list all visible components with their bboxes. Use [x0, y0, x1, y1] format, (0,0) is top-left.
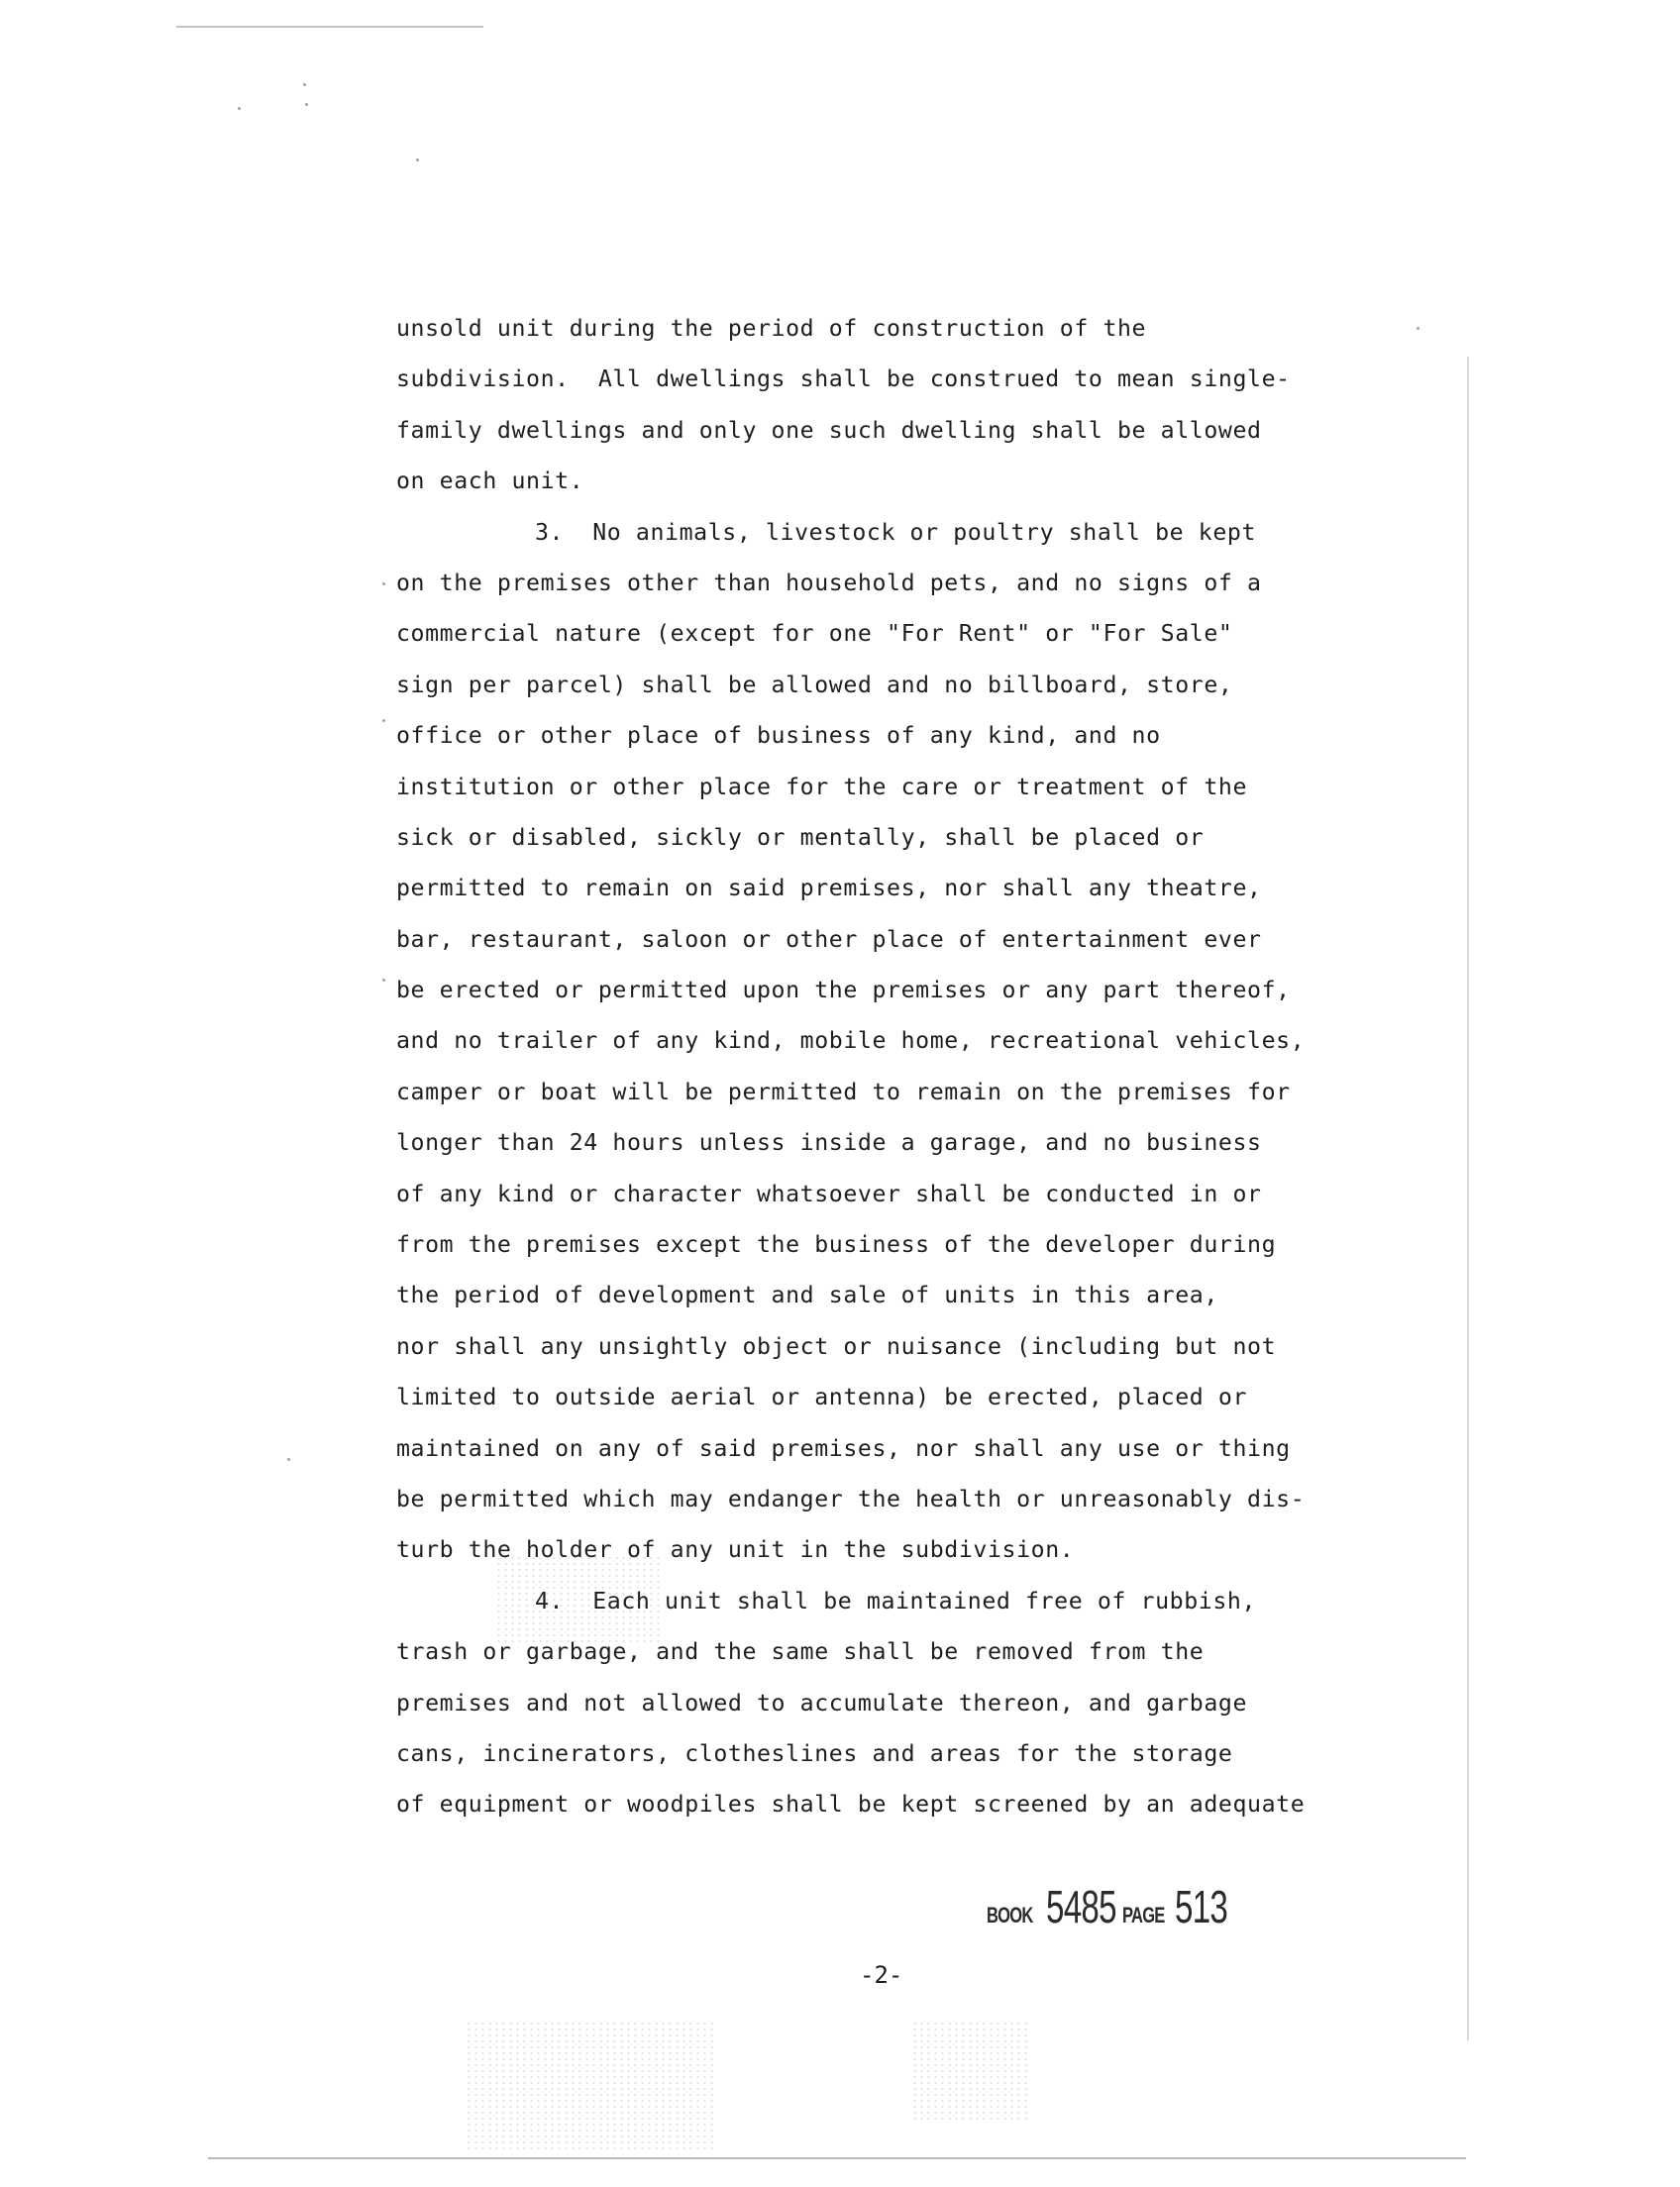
- paragraph-4-start: 4. Each unit shall be maintained free of rubbish,: [535, 1587, 1257, 1614]
- scan-speck: [287, 1458, 290, 1461]
- text-line: and no trailer of any kind, mobile home, recreational vehicles,: [396, 1027, 1306, 1055]
- text-line: be permitted which may endanger the health or unreasonably dis-: [396, 1485, 1306, 1512]
- top-rule: [176, 26, 483, 28]
- scan-speck: [1417, 327, 1419, 330]
- text-line: limited to outside aerial or antenna) be erected, placed or: [396, 1384, 1248, 1411]
- text-line: longer than 24 hours unless inside a garage, and no business: [396, 1129, 1262, 1157]
- text-line: of equipment or woodpiles shall be kept screened by an adequate: [396, 1791, 1306, 1819]
- scan-speck: [382, 582, 385, 585]
- text-line: from the premises except the business of the developer during: [396, 1231, 1277, 1259]
- text-line: sick or disabled, sickly or mentally, shall be placed or: [396, 823, 1205, 851]
- text-line: premises and not allowed to accumulate thereon, and garbage: [396, 1689, 1248, 1717]
- text-line: on each unit.: [396, 468, 584, 495]
- text-line: of any kind or character whatsoever shall be conducted in or: [396, 1180, 1262, 1207]
- text-line: turb the holder of any unit in the subdivision.: [396, 1536, 1075, 1564]
- text-line: nor shall any unsightly object or nuisance (including but not: [396, 1332, 1277, 1360]
- scan-noise: [466, 2021, 713, 2149]
- stamp-book-label: BOOK: [987, 1903, 1033, 1927]
- text-line: bar, restaurant, saloon or other place of entertainment ever: [396, 925, 1262, 953]
- page-number: -2-: [860, 1961, 903, 1989]
- text-line: be erected or permitted upon the premises or any part thereof,: [396, 977, 1291, 1004]
- text-line: office or other place of business of any kind, and no: [396, 722, 1161, 750]
- right-margin-line: [1467, 357, 1469, 2040]
- scan-speck: [382, 979, 385, 982]
- scan-noise: [911, 2021, 1030, 2120]
- text-line: unsold unit during the period of construction of the: [396, 315, 1147, 342]
- bottom-rule: [208, 2157, 1466, 2159]
- text-line: sign per parcel) shall be allowed and no billboard, store,: [396, 671, 1233, 698]
- stamp-page-number: 513: [1175, 1881, 1228, 1932]
- scan-speck: [303, 83, 306, 86]
- text-line: on the premises other than household pets, and no signs of a: [396, 569, 1262, 596]
- text-line: commercial nature (except for one "For Rent" or "For Sale": [396, 620, 1233, 648]
- scan-speck: [238, 107, 241, 110]
- scan-speck: [382, 719, 385, 722]
- scan-speck: [416, 158, 419, 161]
- stamp-book-number: 5485: [1046, 1881, 1117, 1932]
- text-line: permitted to remain on said premises, nor shall any theatre,: [396, 875, 1262, 902]
- text-line: the period of development and sale of units in this area,: [396, 1282, 1218, 1309]
- text-line: cans, incinerators, clotheslines and areas for the storage: [396, 1739, 1233, 1767]
- scan-speck: [305, 103, 308, 106]
- body-text: [396, 303, 1387, 1830]
- text-line: camper or boat will be permitted to remain on the premises for: [396, 1078, 1291, 1105]
- text-line: trash or garbage, and the same shall be removed from the: [396, 1638, 1205, 1666]
- text-line: institution or other place for the care or treatment of the: [396, 773, 1248, 800]
- paragraph-3-start: 3. No animals, livestock or poultry shall be kept: [535, 518, 1257, 546]
- text-line: maintained on any of said premises, nor shall any use or thing: [396, 1434, 1291, 1462]
- book-page-stamp: [987, 1880, 1248, 1933]
- stamp-page-label: PAGE: [1122, 1903, 1165, 1927]
- text-line: subdivision. All dwellings shall be construed to mean single-: [396, 365, 1291, 393]
- text-line: family dwellings and only one such dwelling shall be allowed: [396, 416, 1262, 444]
